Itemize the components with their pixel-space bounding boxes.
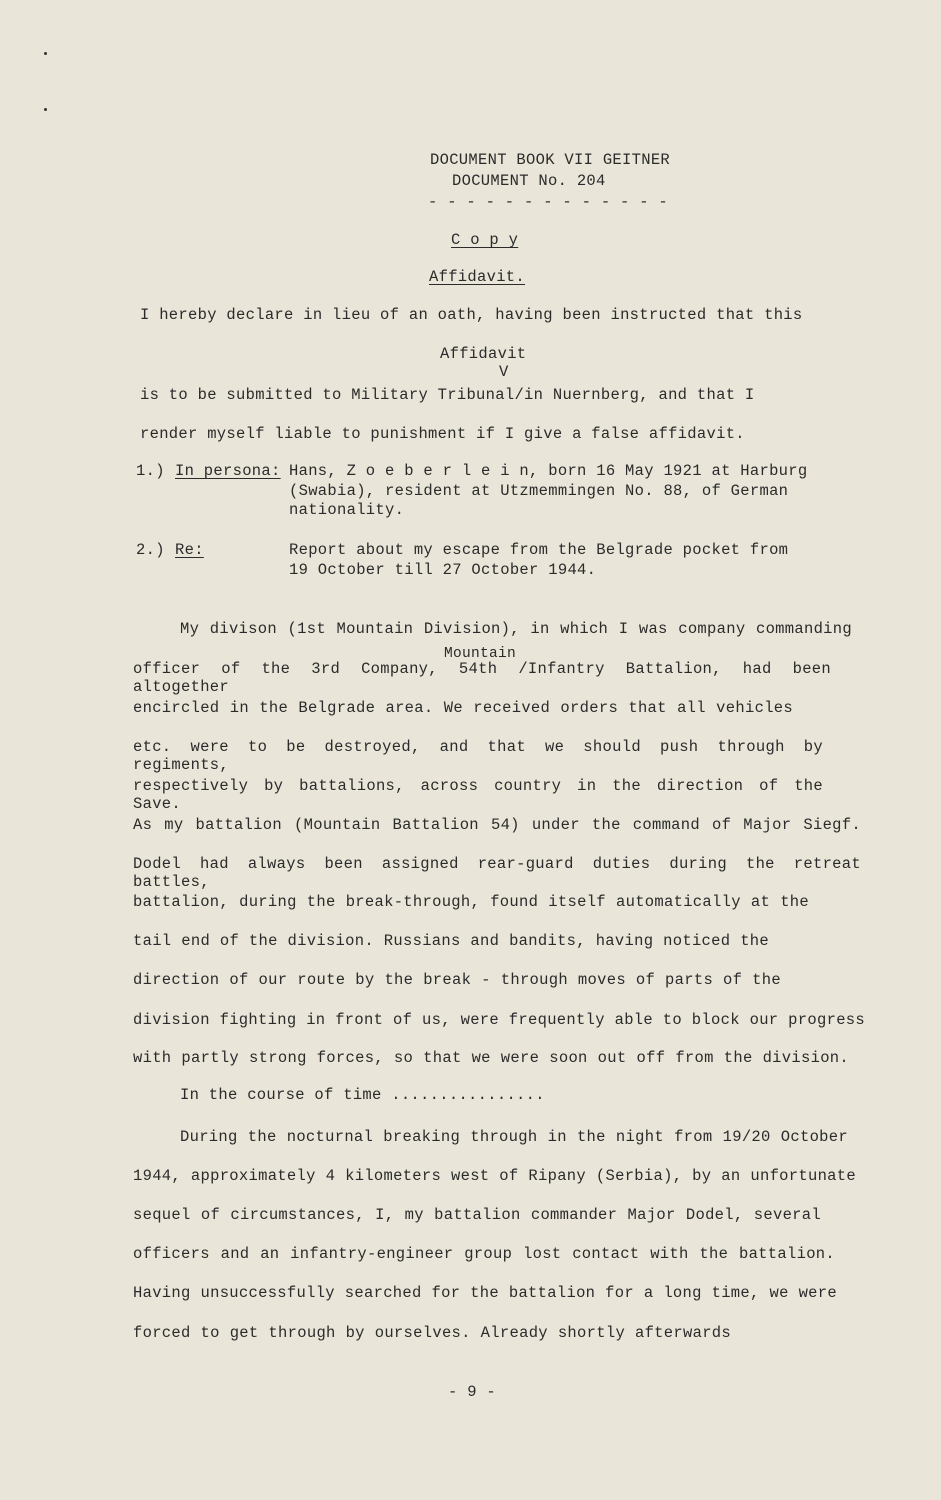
- paragraph-line: forced to get through by ourselves. Already shortly afterwards: [133, 1324, 731, 1342]
- paragraph-line: officer of the 3rd Company, 54th /Infantry Battalion, had been altogether: [133, 660, 831, 696]
- item-number: 1.): [136, 462, 165, 480]
- paragraph-line: direction of our route by the break - through moves of parts of the: [133, 971, 781, 989]
- paragraph-line: As my battalion (Mountain Battalion 54) under the command of Major Siegf.: [133, 816, 861, 834]
- page-number: - 9 -: [448, 1383, 497, 1401]
- item-label: In persona:: [175, 462, 281, 480]
- intro-line-1: I hereby declare in lieu of an oath, having been instructed that this: [140, 306, 803, 324]
- paper-speck: [44, 52, 47, 55]
- paragraph-line: My divison (1st Mountain Division), in which I was company commanding: [180, 620, 852, 638]
- paper-speck: [44, 108, 47, 111]
- course-of-time-line: In the course of time ................: [180, 1086, 545, 1104]
- paragraph-line: etc. were to be destroyed, and that we should push through by regiments,: [133, 738, 823, 774]
- document-number-line: DOCUMENT No. 204: [452, 172, 606, 190]
- paragraph-line: respectively by battalions, across country in the direction of the Save.: [133, 777, 823, 813]
- item-text-line: 19 October till 27 October 1944.: [289, 561, 597, 579]
- paragraph-line: with partly strong forces, so that we were soon out off from the division.: [133, 1049, 849, 1067]
- item-text-line: Report about my escape from the Belgrade pocket from: [289, 541, 789, 559]
- intro-line-2: is to be submitted to Military Tribunal/in Nuernberg, and that I: [140, 386, 755, 404]
- paragraph-line: Having unsuccessfully searched for the battalion for a long time, we were: [133, 1284, 837, 1302]
- item-text-line: Hans, Z o e b e r l e i n, born 16 May 1921 at Harburg: [289, 462, 808, 480]
- item-text-line: (Swabia), resident at Utzmemmingen No. 88, of German: [289, 482, 789, 500]
- document-book-line: DOCUMENT BOOK VII GEITNER: [430, 151, 671, 169]
- item-text-line: nationality.: [289, 501, 405, 519]
- paragraph-line: division fighting in front of us, were frequently able to block our progress: [133, 1011, 865, 1029]
- affidavit-title: Affidavit.: [429, 268, 526, 286]
- paragraph-insert-word: Mountain: [444, 646, 517, 662]
- intro-insert-mark: V: [499, 363, 509, 381]
- item-number: 2.): [136, 541, 165, 559]
- paragraph-line: encircled in the Belgrade area. We received orders that all vehicles: [133, 699, 793, 717]
- header-dash-line: - - - - - - - - - - - - -: [428, 193, 669, 211]
- intro-insert-word: Affidavit: [440, 345, 527, 363]
- paragraph-line: Dodel had always been assigned rear-guard duties during the retreat battles,: [133, 855, 861, 891]
- item-label: Re:: [175, 541, 204, 559]
- copy-label: C o p y: [451, 231, 519, 249]
- paragraph-line: battalion, during the break-through, found itself automatically at the: [133, 893, 809, 911]
- paragraph-line: During the nocturnal breaking through in the night from 19/20 October: [180, 1128, 848, 1146]
- paragraph-line: sequel of circumstances, I, my battalion commander Major Dodel, several: [133, 1206, 821, 1224]
- paragraph-line: officers and an infantry-engineer group lost contact with the battalion.: [133, 1245, 835, 1263]
- paragraph-line: tail end of the division. Russians and bandits, having noticed the: [133, 932, 769, 950]
- intro-line-3: render myself liable to punishment if I give a false affidavit.: [140, 425, 745, 443]
- paragraph-line: 1944, approximately 4 kilometers west of Ripany (Serbia), by an unfortunate: [133, 1167, 856, 1185]
